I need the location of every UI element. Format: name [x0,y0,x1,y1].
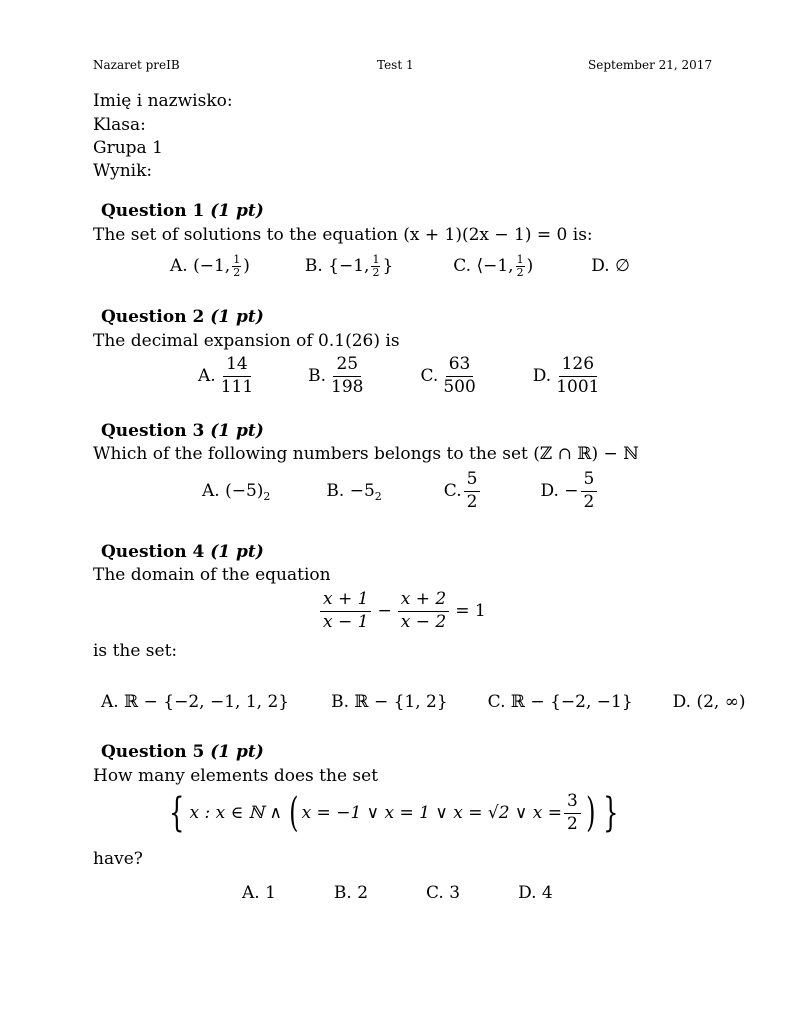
fraction: $\frac{1}{2}$ [516,253,524,279]
question-5-set-expression: { x : x ∈ ℕ ∧ ( x = −1 ∨ x = 1 ∨ x = √2 ∨ x = $\frac{3}{2}$ ) } [169,790,619,837]
q4-option-a: A. ℝ − {−2, −1, 1, 2} [101,692,290,712]
question-5-title: Question 5 (1 pt) [101,742,264,762]
fraction: $\frac{126}{1001}$ [556,354,600,397]
q5-option-d: D. 4 [518,883,553,903]
q3-option-b: B. −5 $_2$ [326,481,382,503]
q4-option-b: B. ℝ − {1, 2} [331,692,448,712]
fraction: $\frac{5}{2}$ [464,470,481,512]
question-1-options [170,254,630,278]
fraction: $\frac{x + 2}{x - 2}$ [398,590,449,632]
group-label: Grupa 1 [93,138,163,158]
question-4-text: The domain of the equation [93,565,331,585]
q5-option-c: C. 3 [426,883,461,903]
question-4-options [101,692,746,712]
q3-option-a: A. (−5) $_2$ [202,481,271,503]
question-5-options [242,883,553,903]
fraction: $\frac{5}{2}$ [581,470,598,512]
q2-option-a: A. $\frac{14}{111}$ [198,355,258,397]
question-2-text: The decimal expansion of 0.1(26) is [93,331,400,351]
name-label: Imię i nazwisko: [93,91,233,111]
score-label: Wynik: [93,161,153,181]
question-5-text: How many elements does the set [93,766,379,786]
header-left: Nazaret preIB [93,58,180,72]
fraction: $\frac{14}{111}$ [220,354,254,397]
fraction: $\frac{3}{2}$ [564,792,581,834]
q5-option-a: A. 1 [242,883,276,903]
q3-option-c: C. $\frac{5}{2}$ [444,470,483,512]
question-4-after: is the set: [93,641,178,661]
class-label: Klasa: [93,115,146,135]
question-3-title: Question 3 (1 pt) [101,421,264,441]
question-2-title: Question 2 (1 pt) [101,307,264,327]
question-5-after: have? [93,849,143,869]
q1-option-b: B. {−1, $\frac{1}{2}$ } [304,253,394,279]
question-1-title: Question 1 (1 pt) [101,201,264,221]
fraction: $\frac{1}{2}$ [372,253,380,279]
fraction: $\frac{x + 1}{x - 1}$ [320,590,371,632]
q1-option-c: C. ⟨−1, $\frac{1}{2}$ ) [453,253,534,279]
q5-option-b: B. 2 [333,883,369,903]
q2-option-c: C. $\frac{63}{500}$ [421,355,481,397]
q1-option-d: D. ∅ [591,256,630,277]
question-4-title: Question 4 (1 pt) [101,542,264,562]
q4-option-d: D. (2, ∞) [672,692,746,712]
fraction: $\frac{25}{198}$ [331,354,364,397]
q2-option-d: D. $\frac{126}{1001}$ [533,355,605,397]
header-center: Test 1 [377,58,414,72]
question-2-options [198,355,604,397]
header-right: September 21, 2017 [588,58,713,72]
question-4-equation: $\frac{x + 1}{x - 1}$ − $\frac{x + 2}{x - 2}$ = 1 [318,590,486,632]
question-3-text: Which of the following numbers belongs to the set (ℤ ∩ ℝ) − ℕ [93,444,639,464]
q2-option-b: B. $\frac{25}{198}$ [308,355,368,397]
question-1-text: The set of solutions to the equation (x + 1)(2x − 1) = 0 is: [93,225,593,245]
q4-option-c: C. ℝ − {−2, −1} [487,692,633,712]
q1-option-a: A. (−1, $\frac{1}{2}$ ) [170,253,250,279]
fraction: $\frac{1}{2}$ [233,253,241,279]
fraction: $\frac{63}{500}$ [443,354,476,397]
q3-option-d: D. − $\frac{5}{2}$ [540,470,599,512]
question-3-options [202,470,599,512]
